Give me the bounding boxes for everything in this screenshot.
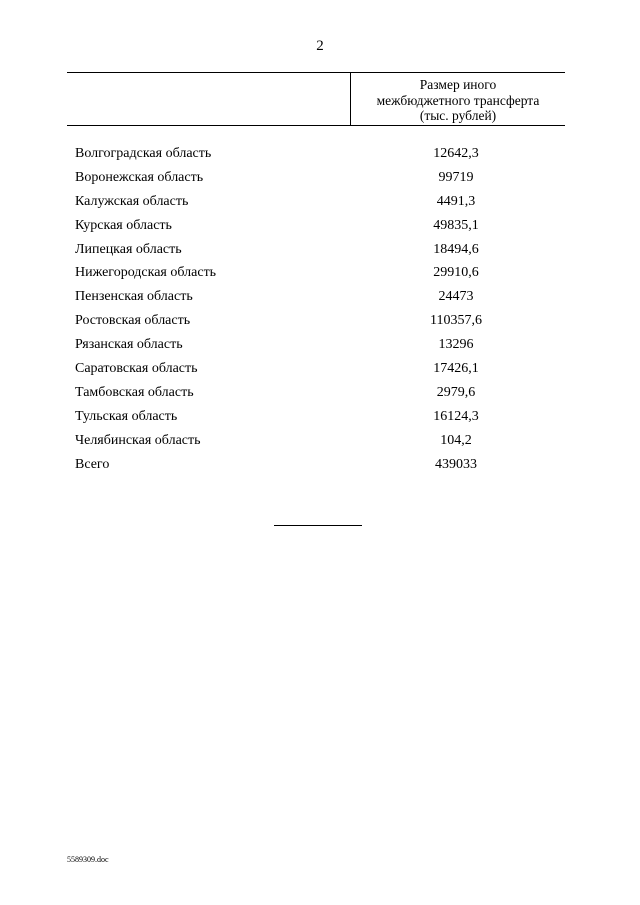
table-row	[75, 429, 555, 453]
table-row	[75, 357, 555, 381]
table-row	[75, 190, 555, 214]
region-name: Курская область	[75, 217, 172, 233]
region-name: Рязанская область	[75, 337, 183, 353]
transfer-value: 12642,3	[433, 146, 479, 161]
table-row-total	[75, 453, 555, 477]
region-name: Волгоградская область	[75, 146, 212, 161]
transfer-value: 18494,6	[433, 241, 479, 257]
transfer-amount-column-header	[351, 77, 565, 124]
region-name: Челябинская область	[75, 432, 201, 448]
total-value: 439033	[435, 456, 477, 472]
table-row	[75, 309, 555, 333]
region-name: Калужская область	[75, 193, 189, 209]
region-name: Липецкая область	[75, 241, 182, 257]
table-row	[75, 142, 555, 166]
transfer-value: 99719	[438, 169, 474, 185]
transfer-value: 17426,1	[433, 361, 479, 377]
table-row	[75, 285, 555, 309]
region-name: Нижегородская область	[75, 265, 217, 281]
page-number: 2	[316, 38, 324, 54]
table-row	[75, 238, 555, 262]
transfer-table-body	[75, 142, 555, 476]
transfer-value: 4491,3	[436, 193, 476, 209]
table-row	[75, 214, 555, 238]
header-line: (тыс. рублей)	[419, 108, 497, 123]
header-line: межбюджетного трансферта	[376, 92, 540, 108]
table-row	[75, 333, 555, 357]
transfer-value: 110357,6	[430, 313, 482, 329]
end-of-document-rule	[274, 525, 362, 526]
transfer-value: 104,2	[440, 432, 472, 448]
region-name: Пензенская область	[75, 289, 193, 305]
document-filename: 5589309.doc	[67, 855, 109, 864]
region-name: Ростовская область	[75, 313, 191, 329]
region-name: Тульская область	[75, 408, 178, 424]
table-row	[75, 261, 555, 285]
region-name: Воронежская область	[75, 169, 204, 185]
transfer-value: 16124,3	[433, 408, 479, 424]
table-row	[75, 381, 555, 405]
region-name: Тамбовская область	[75, 384, 194, 400]
total-label: Всего	[75, 456, 110, 472]
transfer-value: 29910,6	[433, 265, 479, 281]
transfer-value: 2979,6	[436, 384, 476, 400]
transfer-value: 24473	[438, 289, 474, 305]
table-header	[67, 72, 565, 126]
table-row	[75, 166, 555, 190]
table-row	[75, 405, 555, 429]
region-name: Саратовская область	[75, 361, 198, 377]
transfer-value: 49835,1	[433, 217, 479, 233]
transfer-value: 13296	[438, 337, 474, 353]
header-line: Размер иного	[419, 77, 497, 92]
